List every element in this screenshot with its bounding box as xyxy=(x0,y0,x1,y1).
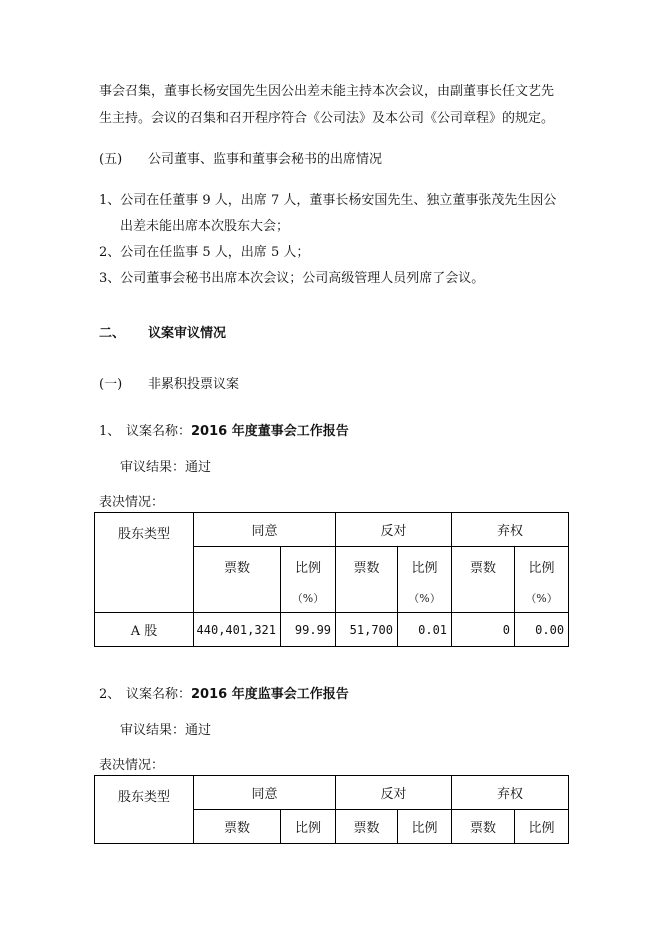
header-agree-votes: 票数 xyxy=(223,561,250,576)
section-2-title: 议案审议情况 xyxy=(148,326,227,341)
header-against: 反对 xyxy=(336,513,452,547)
attendance-heading: 公司董事、监事和董事会秘书的出席情况 xyxy=(148,152,383,167)
attendance-item-2: 2、公司在任监事 5 人，出席 5 人； xyxy=(99,245,310,260)
intro-line-1: 事会召集，董事长杨安国先生因公出差未能主持本次会议，由副董事长任文艺先 xyxy=(99,84,555,99)
proposal-2-result: 审议结果：通过 xyxy=(120,723,212,738)
sub-1-title: 非累积投票议案 xyxy=(148,377,240,392)
agree-ratio: 99.99 xyxy=(281,613,336,647)
proposal-2-num: 2、 xyxy=(99,687,121,702)
sub-1-num: (一) xyxy=(99,377,123,392)
header-against-ratio: 比例 xyxy=(411,561,438,576)
header-against-ratio: 比例 xyxy=(398,810,452,844)
header-shareholder-type: 股东类型 xyxy=(95,513,194,613)
header-abstain-votes: 票数 xyxy=(452,810,515,844)
table-row xyxy=(95,613,569,647)
header-agree: 同意 xyxy=(194,513,336,547)
header-agree-ratio: 比例 xyxy=(295,561,322,576)
proposal-2-name-label: 议案名称： xyxy=(126,687,192,702)
section-2-num: 二、 xyxy=(99,326,126,341)
attendance-item-1a: 1、公司在任董事 9 人，出席 7 人，董事长杨安国先生、独立董事张茂先生因公 xyxy=(99,193,557,208)
header-against-pct: （%） xyxy=(408,592,441,605)
header-abstain-pct: （%） xyxy=(525,592,558,605)
header-shareholder-type: 股东类型 xyxy=(95,776,194,844)
header-against-votes: 票数 xyxy=(336,810,398,844)
header-against: 反对 xyxy=(336,776,452,810)
abstain-ratio: 0.00 xyxy=(515,613,569,647)
proposal-2-name: 2016 年度监事会工作报告 xyxy=(191,687,349,702)
proposal-1-num: 1、 xyxy=(99,424,121,439)
header-agree-pct: （%） xyxy=(291,592,325,605)
agree-votes: 440,401,321 xyxy=(194,613,281,647)
intro-line-2: 生主持。会议的召集和召开程序符合《公司法》及本公司《公司章程》的规定。 xyxy=(99,111,555,126)
header-abstain-ratio: 比例 xyxy=(528,561,555,576)
proposal-1-name-label: 议案名称： xyxy=(126,424,192,439)
proposal-1-table-label: 表决情况： xyxy=(99,495,165,510)
header-agree-votes: 票数 xyxy=(194,810,281,844)
attendance-item-3: 3、公司董事会秘书出席本次会议；公司高级管理人员列席了会议。 xyxy=(99,271,485,286)
against-ratio: 0.01 xyxy=(398,613,452,647)
proposal-2-table-label: 表决情况： xyxy=(99,758,165,773)
header-abstain: 弃权 xyxy=(452,513,569,547)
attendance-item-1b: 出差未能出席本次股东大会； xyxy=(120,219,290,234)
row-type: A 股 xyxy=(95,613,194,647)
header-agree: 同意 xyxy=(194,776,336,810)
header-agree-ratio: 比例 xyxy=(281,810,336,844)
abstain-votes: 0 xyxy=(452,613,515,647)
vote-table-1 xyxy=(94,512,569,647)
header-abstain-ratio: 比例 xyxy=(515,810,569,844)
header-abstain: 弃权 xyxy=(452,776,569,810)
against-votes: 51,700 xyxy=(336,613,398,647)
header-abstain-votes: 票数 xyxy=(470,561,497,576)
header-against-votes: 票数 xyxy=(353,561,380,576)
vote-table-2 xyxy=(94,775,569,844)
proposal-1-result: 审议结果：通过 xyxy=(120,460,212,475)
proposal-1-name: 2016 年度董事会工作报告 xyxy=(191,424,349,439)
attendance-heading-num: (五) xyxy=(99,152,123,167)
